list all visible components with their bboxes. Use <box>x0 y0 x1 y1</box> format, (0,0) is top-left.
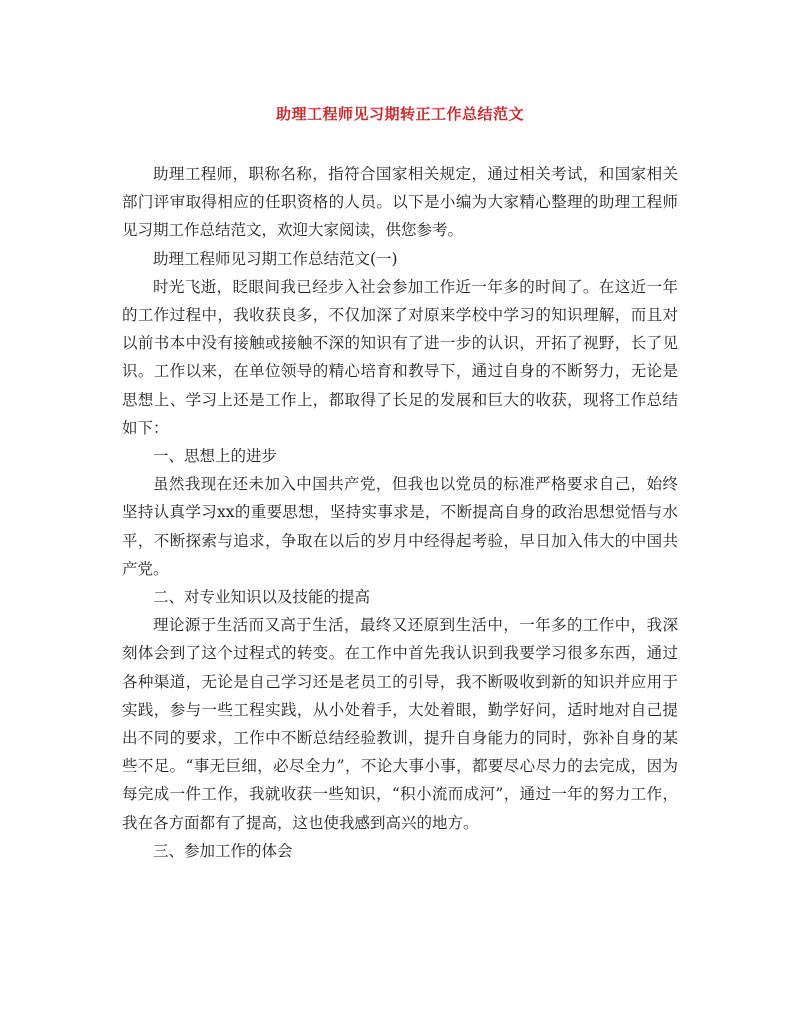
section-heading-1: 一、思想上的进步 <box>153 447 278 466</box>
paragraph-section-1: 虽然我现在还未加入中国共产党，但我也以党员的标准严格要求自己，始终坚持认真学习xx的重要思想，坚持实事求是，不断提高自身的政治思想觉悟与水平，不断探索与追求，争取在以后的岁月中经得起考验，早日加入伟大的中国共产党。 <box>122 475 678 578</box>
section-heading-2: 二、对专业知识以及技能的提高 <box>153 588 371 607</box>
section-heading-3: 三、参加工作的体会 <box>153 841 293 860</box>
paragraph-overview: 时光飞逝，眨眼间我已经步入社会参加工作近一年多的时间了。在这近一年的工作过程中，我收获良多，不仅加深了对原来学校中学习的知识理解，而且对以前书本中没有接触或接触不深的知识有了进一步的认识，开拓了视野，长了见识。工作以来，在单位领导的精心培育和教导下，通过自身的不断努力，无论是思想上、学习上还是工作上，都取得了长足的发展和巨大的收获，现将工作总结如下： <box>122 277 678 437</box>
paragraph-section-2: 理论源于生活而又高于生活，最终又还原到生活中，一年多的工作中，我深刻体会到了这个过程式的转变。在工作中首先我认识到我要学习很多东西，通过各种渠道，无论是自己学习还是老员工的引导，我不断吸收到新的知识并应用于实践，参与一些工程实践，从小处着手，大处着眼，勤学好问，适时地对自己提出不同的要求，工作中不断总结经验教训，提升自身能力的同时，弥补自身的某些不足。“事无巨细，必尽全力”，不论大事小事，都要尽心尽力的去完成，因为每完成一件工作，我就收获一些知识，“积小流而成河”，通过一年的努力工作，我在各方面都有了提高，这也使我感到高兴的地方。 <box>122 616 678 832</box>
paragraph-intro: 助理工程师，职称名称，指符合国家相关规定，通过相关考试，和国家相关部门评审取得相应的任职资格的人员。以下是小编为大家精心整理的助理工程师见习期工作总结范文，欢迎大家阅读，供您参考。 <box>122 165 678 240</box>
document-title: 助理工程师见习期转正工作总结范文 <box>275 105 524 123</box>
document-body <box>122 160 678 865</box>
paragraph-subtitle: 助理工程师见习期工作总结范文(一) <box>153 249 398 268</box>
